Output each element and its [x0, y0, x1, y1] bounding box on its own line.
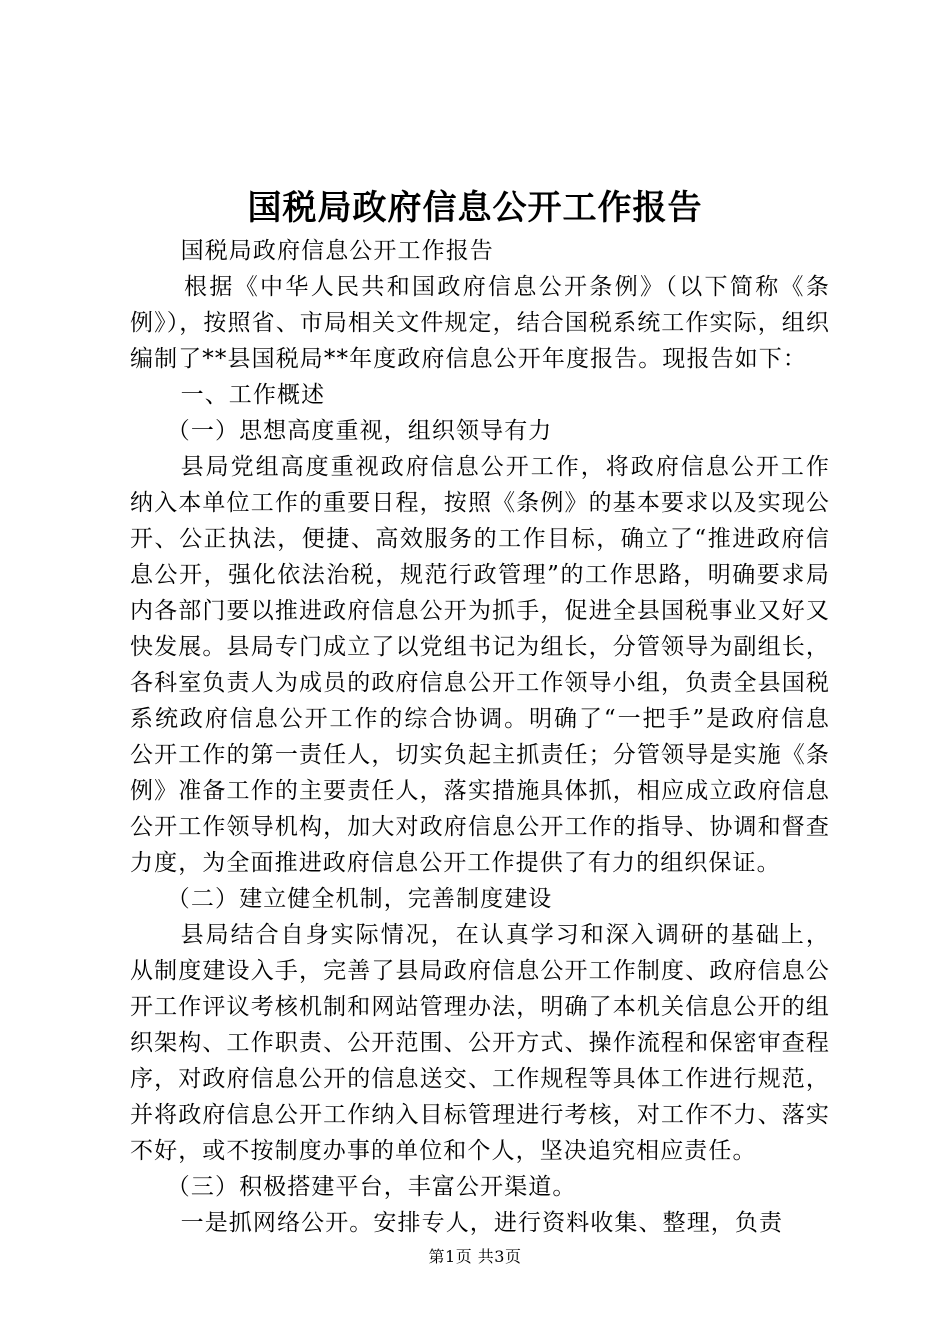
page-footer: 第1页 共3页	[428, 1247, 522, 1266]
heading-subsection-3: （三）积极搭建平台，丰富公开渠道。	[166, 1174, 577, 1200]
paragraph-subtitle: 国税局政府信息公开工作报告	[180, 238, 494, 264]
heading-subsection-2: （二）建立健全机制，完善制度建设	[166, 886, 553, 912]
paragraph-subsection-1: 县局党组高度重视政府信息公开工作，将政府信息公开工作纳入本单位工作的重要日程，按照《条例》的基本要求以及实现公开、公正执法，便捷、高效服务的工作目标，确立了“推进政府信息公开，强化依法治税，规范行政管理”的工作思路，明确要求局内各部门要以推进政府信息公开为抓手，促进全县国税事业又好又快发展。县局专门成立了以党组书记为组长，分管领导为副组长，各科室负责人为成员的政府信息公开工作领导小组，负责全县国税系统政府信息公开工作的综合协调。明确了“一把手”是政府信息公开工作的第一责任人，切实负起主抓责任；分管领导是实施《条例》准备工作的主要责任人，落实措施具体抓，相应成立政府信息公开工作领导机构，加大对政府信息公开工作的指导、协调和督查力度，为全面推进政府信息公开工作提供了有力的组织保证。	[130, 454, 830, 876]
heading-section-1: 一、工作概述	[180, 382, 326, 408]
paragraph-subsection-3: 一是抓网络公开。安排专人，进行资料收集、整理，负责	[180, 1210, 784, 1236]
paragraph-intro: 根据《中华人民共和国政府信息公开条例》（以下简称《条例》），按照省、市局相关文件规定，结合国税系统工作实际，组织编制了**县国税局**年度政府信息公开年度报告。现报告如下：	[130, 274, 830, 372]
heading-subsection-1: （一）思想高度重视，组织领导有力	[166, 418, 553, 444]
document-body	[130, 233, 830, 1241]
document-title: 国税局政府信息公开工作报告	[247, 188, 703, 228]
paragraph-subsection-2: 县局结合自身实际情况，在认真学习和深入调研的基础上，从制度建设入手，完善了县局政府信息公开工作制度、政府信息公开工作评议考核机制和网站管理办法，明确了本机关信息公开的组织架构、工作职责、公开范围、公开方式、操作流程和保密审查程序，对政府信息公开的信息送交、工作规程等具体工作进行规范，并将政府信息公开工作纳入目标管理进行考核，对工作不力、落实不好，或不按制度办事的单位和个人，坚决追究相应责任。	[130, 922, 830, 1164]
